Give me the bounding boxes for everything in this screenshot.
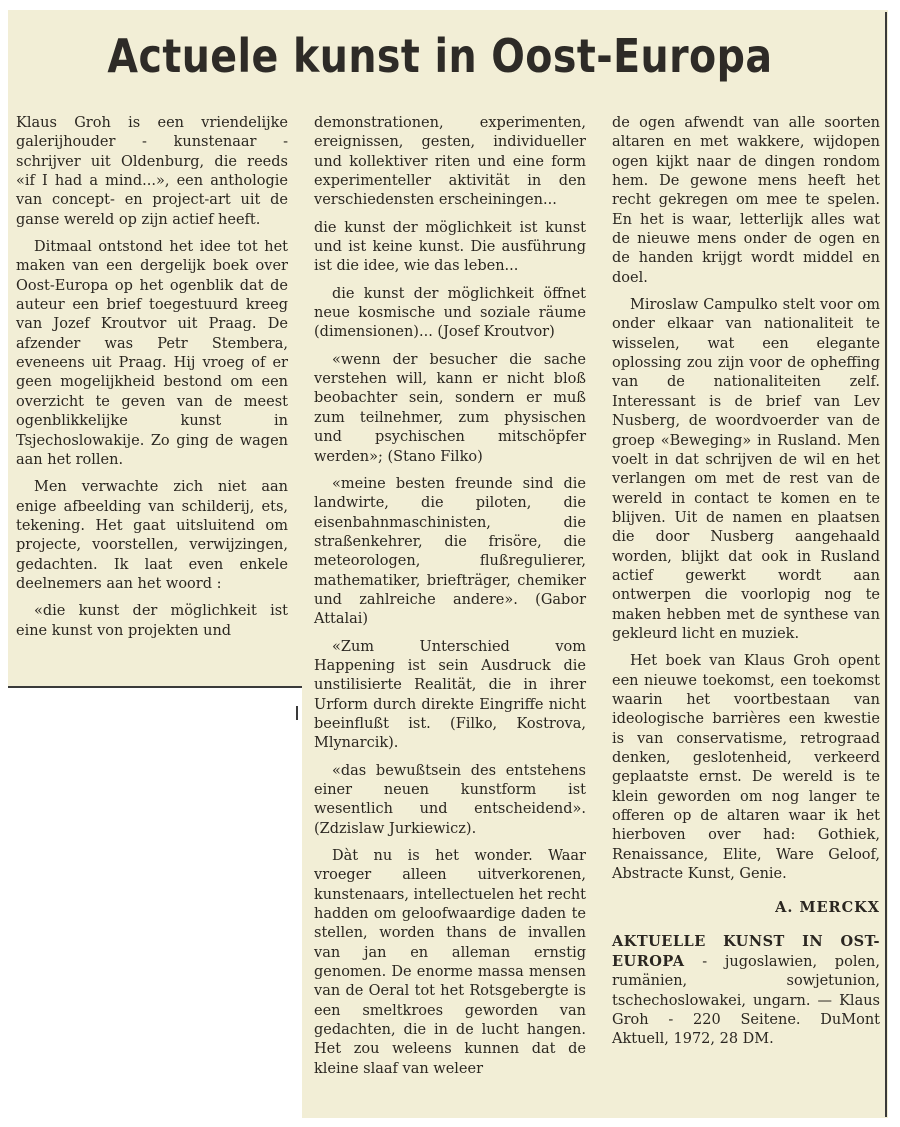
paragraph: Dàt nu is het wonder. Waar vroeger alleen uitverkorenen, kunstenaars, intellectuelen het recht hadden om geloofwaardige daden te stellen, worden thans de invallen van jan en alleman ernstig genomen. De enorme massa mensen van de Oeral tot het Rotsgebergte is een smeltkroes geworden van gedachten, die in de lucht hangen. Het zou weleens kunnen dat de kleine slaaf van weleer xyxy=(314,848,586,1077)
article-column-1 xyxy=(16,114,288,649)
paragraph: die kunst der möglichkeit ist kunst und ist keine kunst. Die ausführung ist die idee, wie das leben... xyxy=(314,219,586,275)
book-reference xyxy=(612,932,880,1050)
column-rule-vertical xyxy=(885,12,887,1117)
paragraph: die kunst der möglichkeit öffnet neue kosmische und soziale räume (dimensionen)... (Josef Kroutvor) xyxy=(314,285,586,341)
paragraph: «meine besten freunde sind die landwirte, die piloten, die eisenbahnmaschinisten, die straßenkehrer, die frisöre, die meteorologen, flußregulierer, mathematiker, briefträger, chemiker und zahlreiche andere». (Gabor Attalai) xyxy=(314,475,586,628)
paragraph: «wenn der besucher die sache verstehen will, kann er nicht bloß beobachter sein, sondern er muß zum teilnehmer, zum physischen und psychischen mitschöpfer werden»; (Stano Filko) xyxy=(314,351,586,465)
paragraph: «Zum Unterschied vom Happening ist sein Ausdruck die unstilisierte Realität, die in ihrer Urform durch direkte Eingriffe nicht beeinflußt ist. (Filko, Kostrova, Mlynarcik). xyxy=(314,638,586,752)
paragraph: Het boek van Klaus Groh opent een nieuwe toekomst, een toekomst waarin het voortbestaan van ideologische barrières een kwestie is van conservatisme, retrograad denken, geslotenheid, verkeerd geplaatste ernst. De wereld is te klein geworden om nog langer te offeren op de altaren waar ik het hierboven over had: Gothiek, Renaissance, Elite, Ware Geloof, Abstracte Kunst, Genie. xyxy=(612,653,880,883)
paragraph: Miroslaw Campulko stelt voor om onder elkaar van nationaliteit te wisselen, wat een elegante oplossing zou zijn voor de opheffing van de nationaliteiten zelf. Interessant is de brief van Lev Nusberg, de woordvoerder van de groep «Beweging» in Rusland. Men voelt in dat schrijven de wil en het verlangen om met de rest van de wereld in contact te komen en te blijven. Uit de namen en plaatsen die door Nusberg aangehaald worden, blijkt dat ook in Rusland actief gewerkt wordt aan ontwerpen die voorlopig nog te maken hebben met de synthese van gekleurd licht en muziek. xyxy=(612,297,880,642)
article-headline: Actuele kunst in Oost-Europa xyxy=(107,29,773,83)
paragraph: «das bewußtsein des entstehens einer neuen kunstform ist wesentlich und entscheidend». (Zdzislaw Jurkiewicz). xyxy=(314,762,586,837)
author-signature: A. MERCKX xyxy=(775,899,880,917)
paragraph: Men verwachte zich niet aan enige afbeelding van schilderij, ets, tekening. Het gaat uitsluitend om projecte, voorstellen, verwijzingen, gedachten. Ik laat even enkele deelnemers aan het woord : xyxy=(16,479,288,592)
paragraph: de ogen afwendt van alle soorten altaren en met wakkere, wijdopen ogen kijkt naar de dingen rondom hem. De gewone mens heeft het recht gekregen om mee te spelen. En het is waar, letterlijk alles wat de nieuwe mens onder de ogen en de handen krijgt wordt middel en doel. xyxy=(612,115,880,286)
article-column-3 xyxy=(612,114,880,1058)
paragraph: Klaus Groh is een vriendelijke galerijhouder - kunstenaar - schrijver uit Oldenburg, die reeds «if I had a mind...», een anthologie van concept- en project-art uit de ganse wereld op zijn actief heeft. xyxy=(16,115,288,228)
paragraph: demonstrationen, experimenten, ereignissen, gesten, individueller und kollektiver riten und eine form experimenteller aktivität in den verschiedensten erscheiningen... xyxy=(314,115,586,209)
book-reference-details: - jugoslawien, polen, rumänien, sowjetunion, tschechoslowakei, ungarn. — Klaus Groh - 220 Seitene. DuMont Aktuell, 1972, 28 DM. xyxy=(612,954,880,1048)
column-rule-tick xyxy=(296,706,298,720)
column-rule-horizontal xyxy=(8,686,302,688)
article-column-2 xyxy=(314,114,586,1087)
paragraph: Ditmaal ontstond het idee tot het maken van een dergelijk boek over Oost-Europa op het ogenblik dat de auteur een brief toegestuurd kreeg van Jozef Kroutvor uit Praag. De afzender was Petr Stembera, eveneens uit Praag. Hij vroeg of er geen mogelijkheid bestond om een overzicht te geven van de meest ogenblikkelijke kunst in Tsjechoslowakije. Zo ging de wagen aan het rollen. xyxy=(16,239,288,468)
book-reference-title: AKTUELLE KUNST IN OST-EUROPA xyxy=(612,932,880,971)
paragraph: «die kunst der möglichkeit ist eine kunst von projekten und xyxy=(16,603,288,639)
